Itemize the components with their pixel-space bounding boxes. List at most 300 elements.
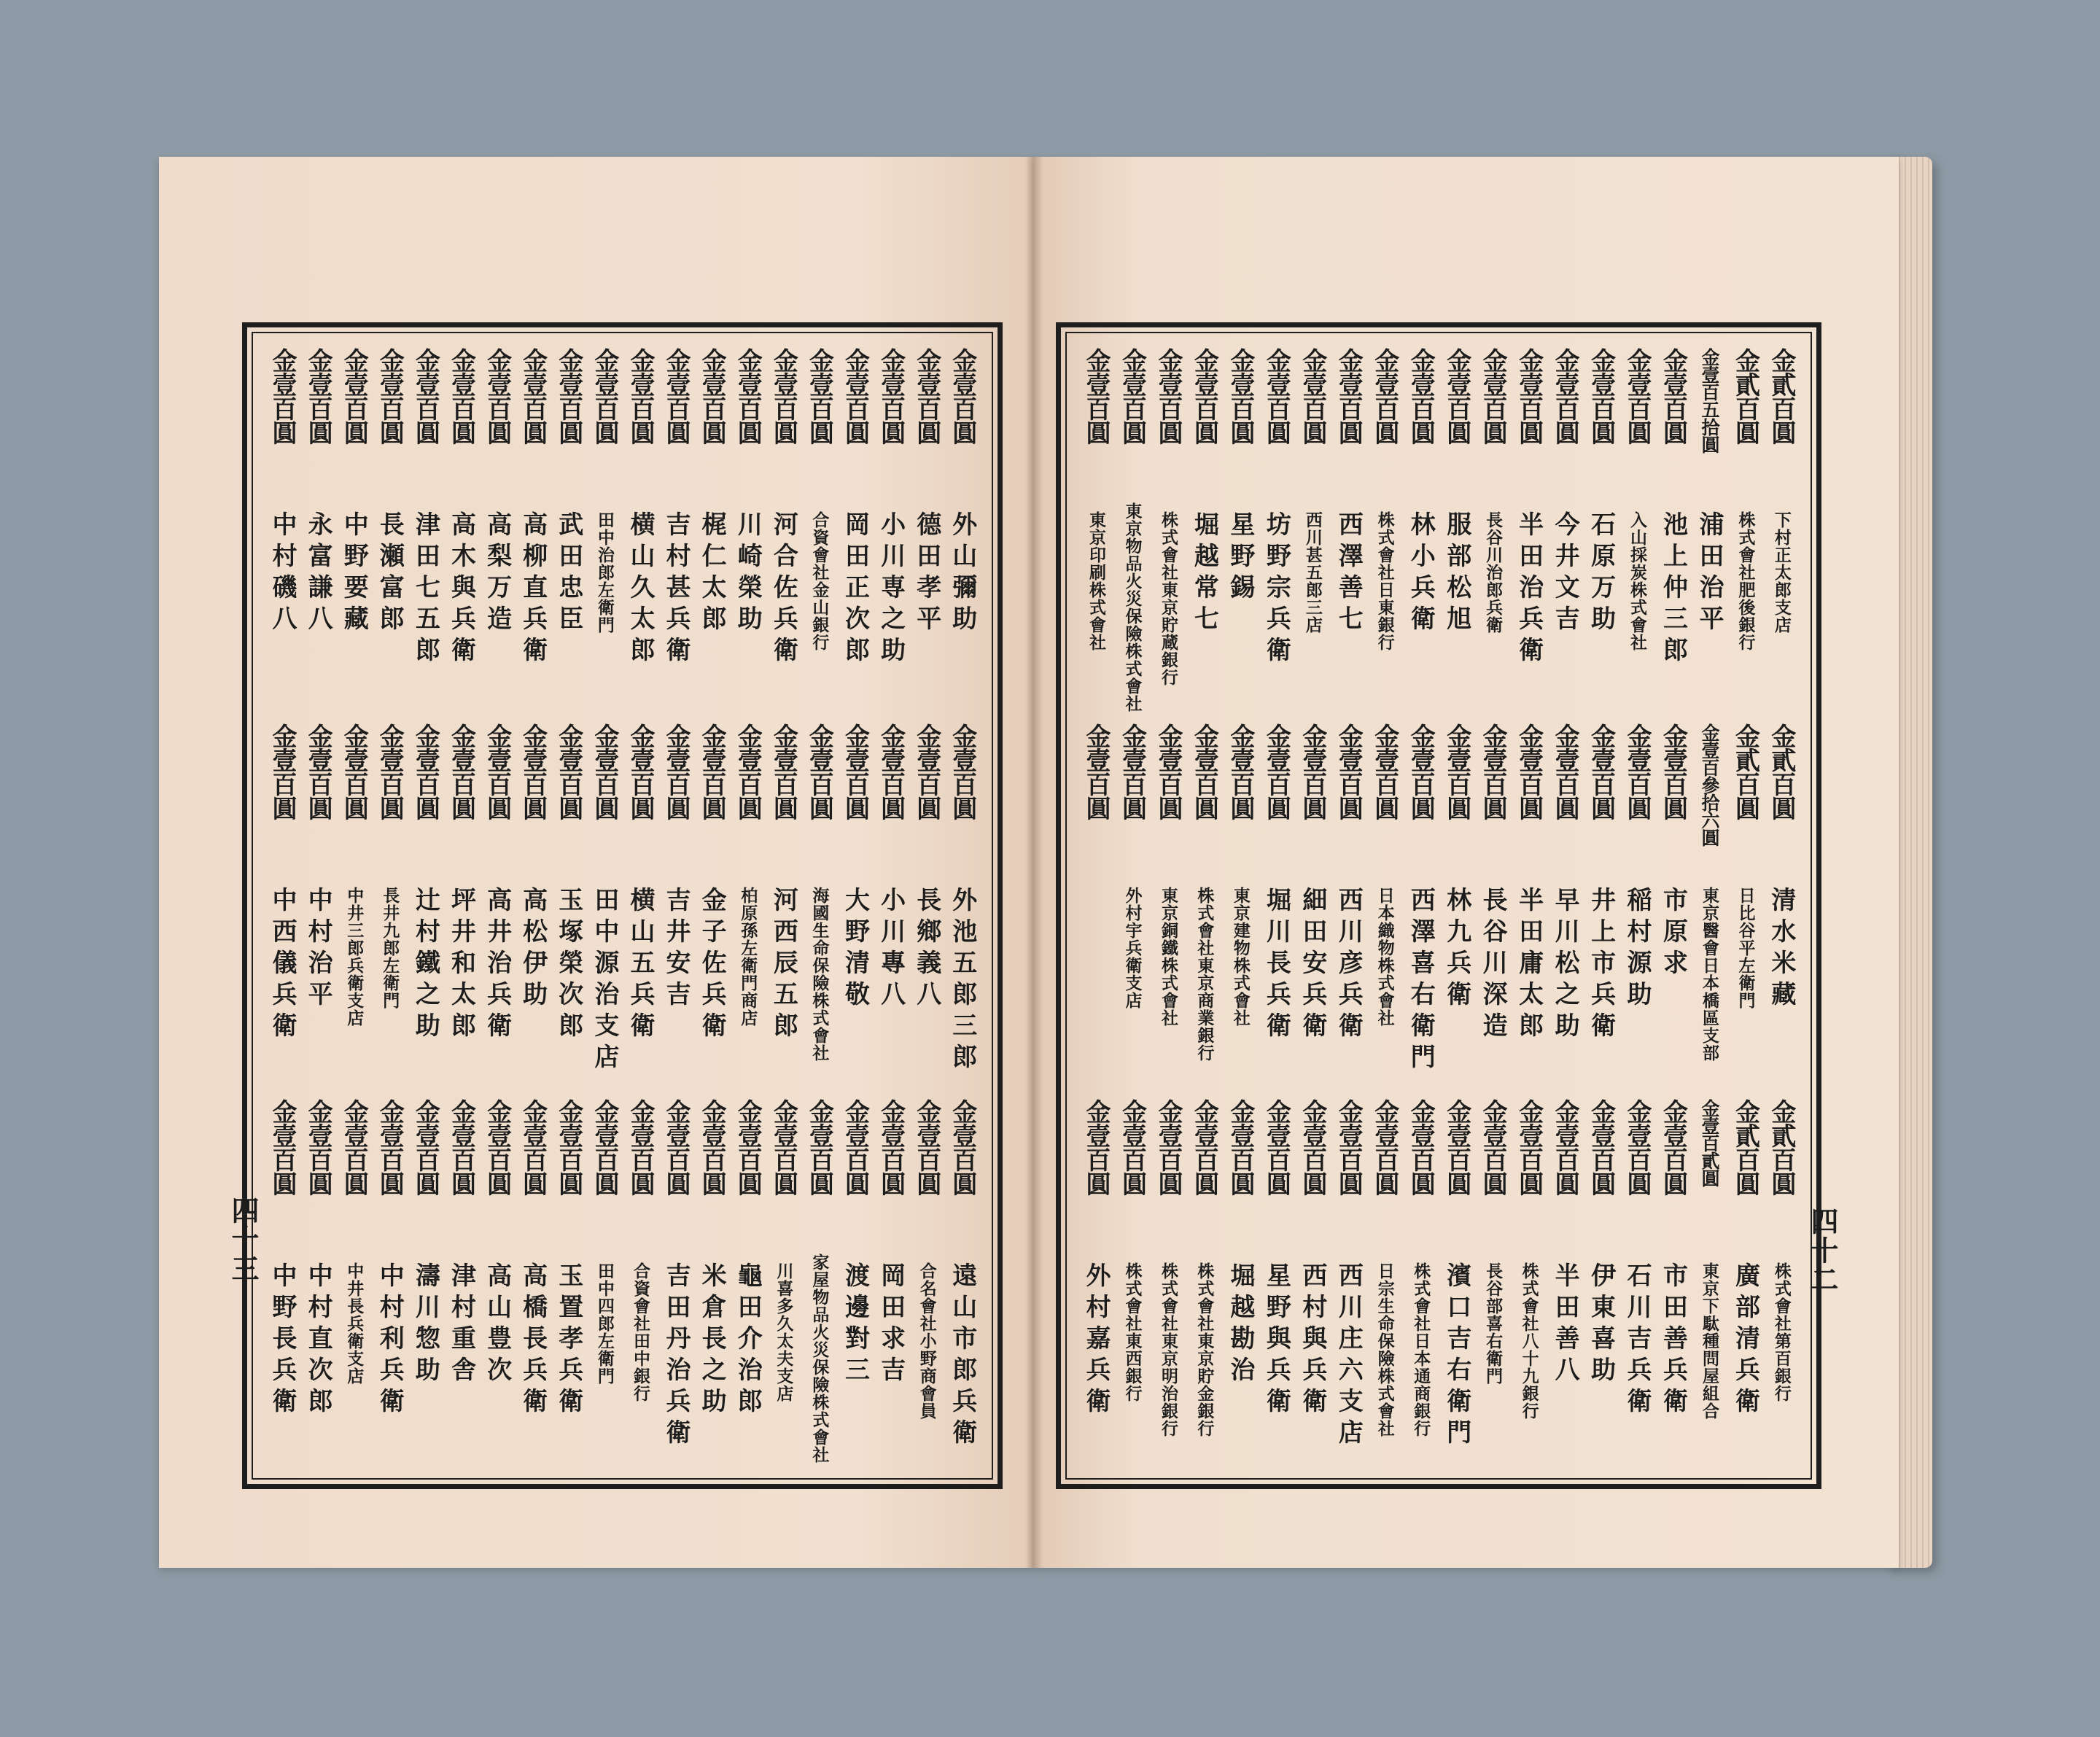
- donation-amount: 金壹百圓: [1586, 348, 1616, 444]
- entry-column: [588, 348, 621, 1464]
- donor-name: 岡田正次郎: [840, 511, 870, 668]
- left-page-frame: [242, 322, 1003, 1489]
- donor-name: 合資會社金山銀行: [809, 511, 830, 651]
- donation-amount: 金壹百圓: [303, 348, 333, 444]
- donation-entry: [803, 1099, 835, 1464]
- donation-entry: [1477, 723, 1509, 1088]
- donation-amount: 金壹百圓: [947, 1099, 977, 1195]
- donation-amount: 金壹百圓: [1550, 723, 1580, 820]
- donor-name: 東京醫會日本橋區支部: [1699, 887, 1719, 1062]
- donation-entry: [624, 723, 656, 1088]
- donor-name: 半田善八: [1550, 1262, 1580, 1388]
- donor-name: 半田庸太郎: [1514, 887, 1544, 1044]
- donation-amount: 金壹百圓: [1334, 723, 1364, 820]
- donor-name: 池上仲三郎: [1658, 511, 1688, 668]
- donor-name: 渡邊對三: [840, 1262, 870, 1388]
- donor-name: 濤川惣助: [411, 1262, 440, 1388]
- donation-amount: 金壹百圓: [482, 348, 512, 444]
- donor-name: 市原求: [1658, 887, 1688, 981]
- donation-amount: 金壹百圓: [733, 723, 763, 820]
- donation-entry: [553, 348, 585, 712]
- donation-entry: [338, 723, 370, 1088]
- donation-amount: 金壹百圓: [339, 348, 369, 444]
- donor-name: 東京印刷株式會社: [1086, 511, 1106, 651]
- donation-entry: [803, 723, 835, 1088]
- donation-entry: [1549, 348, 1581, 712]
- entry-column: [1116, 348, 1148, 1464]
- donation-amount: 金壹百圓: [1406, 348, 1436, 444]
- donation-amount: 金壹百圓: [1153, 348, 1183, 444]
- donation-amount: 金壹百圓: [1297, 348, 1327, 444]
- donor-name: 星野與兵衛: [1261, 1262, 1291, 1419]
- donation-amount: 金壹百圓: [661, 348, 691, 444]
- donor-name: 外山彌助: [947, 511, 977, 637]
- donation-amount: 金壹百圓: [339, 1099, 369, 1195]
- donation-entry: [409, 723, 441, 1088]
- entry-column: [1296, 348, 1329, 1464]
- donor-name: 外池五郎三郎: [947, 887, 977, 1075]
- entry-column: [875, 348, 907, 1464]
- donation-entry: [445, 723, 477, 1088]
- donation-amount: 金壹百圓: [1081, 723, 1111, 820]
- donation-entry: [1188, 723, 1220, 1088]
- donation-entry: [731, 1099, 763, 1464]
- donation-amount: 金壹百圓: [1297, 723, 1327, 820]
- donor-name: 星野錫: [1225, 511, 1255, 605]
- donation-entry: [875, 348, 907, 712]
- donation-amount: 金壹百圓: [1550, 1099, 1580, 1195]
- donation-entry: [875, 723, 907, 1088]
- donation-entry: [1224, 1099, 1256, 1464]
- donation-entry: [302, 348, 334, 712]
- donation-entry: [1657, 723, 1689, 1088]
- donation-entry: [1296, 723, 1329, 1088]
- donation-entry: [409, 348, 441, 712]
- donation-entry: [875, 1099, 907, 1464]
- entry-column: [1260, 348, 1292, 1464]
- donation-amount: 金壹百圓: [446, 348, 476, 444]
- donation-entry: [1657, 348, 1689, 712]
- donor-name: 柏原孫左衛門商店: [738, 887, 758, 1027]
- donation-amount: 金壹百圓: [411, 348, 440, 444]
- donation-amount: 金壹百圓: [1478, 723, 1508, 820]
- donor-name: 細田安兵衛: [1297, 887, 1327, 1044]
- entry-column: [767, 348, 799, 1464]
- donor-name: 長鄉義八: [911, 887, 941, 1012]
- donation-amount: 金壹百圓: [1514, 723, 1544, 820]
- donor-name: 西澤喜右衛門: [1406, 887, 1436, 1075]
- donor-name: 高木與兵衛: [446, 511, 476, 668]
- entry-column: [266, 348, 298, 1464]
- donation-entry: [1080, 723, 1112, 1088]
- donation-amount: 金壹百圓: [268, 723, 297, 820]
- donor-name: 堀川長兵衛: [1261, 887, 1291, 1044]
- donor-name: 濱口吉右衛門: [1442, 1262, 1471, 1450]
- donation-amount: 金壹百圓: [625, 348, 655, 444]
- donor-name: 株式會社肥後銀行: [1735, 511, 1756, 651]
- donation-entry: [1188, 348, 1220, 712]
- donation-amount: 金壹百圓: [1225, 723, 1255, 820]
- donation-entry: [409, 1099, 441, 1464]
- donation-amount: 金壹百圓: [375, 723, 405, 820]
- donation-amount: 金壹百圓: [876, 1099, 906, 1195]
- donation-entry: [767, 1099, 799, 1464]
- donation-amount: 金壹百圓: [375, 1099, 405, 1195]
- book-gutter: [1025, 157, 1043, 1568]
- donation-amount: 金壹百圓: [1334, 1099, 1364, 1195]
- donor-name: 梶仁太郎: [697, 511, 727, 637]
- right-page-number: 四十二: [1806, 1207, 1839, 1294]
- donation-entry: [338, 1099, 370, 1464]
- donor-name: 田中源治支店: [589, 887, 619, 1075]
- donor-name: 西澤善七: [1334, 511, 1364, 637]
- donor-name: 辻村鐵之助: [411, 887, 440, 1044]
- entry-column: [481, 348, 513, 1464]
- donor-name: 東京銅鐵株式會社: [1158, 887, 1178, 1027]
- donor-name: 小川専之助: [876, 511, 906, 668]
- donation-amount: 金壹百五拾圓: [1698, 348, 1720, 453]
- donor-name: 家屋物品火災保險株式會社: [809, 1254, 830, 1464]
- entry-column: [696, 348, 728, 1464]
- donation-amount: 金壹百圓: [268, 348, 297, 444]
- entry-column: [624, 348, 656, 1464]
- donation-amount: 金壹百圓: [1622, 348, 1652, 444]
- donation-amount: 金壹百圓: [804, 723, 834, 820]
- donation-entry: [839, 348, 871, 712]
- donation-entry: [767, 348, 799, 712]
- donation-entry: [1369, 348, 1401, 712]
- donor-name: 高山豊次: [482, 1262, 512, 1388]
- donation-entry: [1116, 723, 1148, 1088]
- donation-amount: 金壹百圓: [1369, 723, 1399, 820]
- donation-entry: [1513, 348, 1545, 712]
- donation-entry: [1260, 1099, 1292, 1464]
- donor-name: 中井長兵衛支店: [344, 1262, 365, 1385]
- donation-entry: [373, 723, 405, 1088]
- donor-name: 長井九郎左衛門: [380, 887, 400, 1009]
- donation-entry: [1080, 1099, 1112, 1464]
- donor-name: 稲村源助: [1622, 887, 1652, 1012]
- donation-amount: 金壹百圓: [1514, 1099, 1544, 1195]
- donation-amount: 金壹百圓: [625, 723, 655, 820]
- donor-name: 林小兵衛: [1406, 511, 1436, 637]
- donation-amount: 金壹百參拾六圓: [1698, 723, 1720, 846]
- donation-amount: 金壹百圓: [1442, 723, 1471, 820]
- donor-name: 株式會社東京貯金銀行: [1194, 1262, 1215, 1437]
- donation-amount: 金壹百圓: [553, 723, 583, 820]
- entry-column: [1729, 348, 1761, 1464]
- donor-name: 川喜多久太夫支店: [774, 1262, 794, 1402]
- right-donor-list: [1080, 348, 1797, 1464]
- donation-amount: 金貳百圓: [1766, 1099, 1796, 1195]
- donor-name: 日比谷平左衛門: [1735, 887, 1756, 1009]
- donor-name: 早川松之助: [1550, 887, 1580, 1044]
- donation-entry: [588, 723, 621, 1088]
- donation-entry: [731, 723, 763, 1088]
- donation-entry: [839, 1099, 871, 1464]
- donation-entry: [1549, 1099, 1581, 1464]
- donation-amount: 金壹百圓: [1442, 348, 1471, 444]
- donation-amount: 金壹百圓: [1261, 1099, 1291, 1195]
- donation-amount: 金壹百貳圓: [1698, 1099, 1720, 1186]
- donation-entry: [1116, 348, 1148, 712]
- donation-amount: 金壹百圓: [1117, 723, 1147, 820]
- donor-name: 東京建物株式會社: [1230, 887, 1251, 1027]
- donation-amount: 金貳百圓: [1730, 723, 1760, 820]
- donation-amount: 金壹百圓: [518, 1099, 548, 1195]
- entry-column: [946, 348, 979, 1464]
- donation-entry: [1585, 723, 1617, 1088]
- donation-entry: [266, 1099, 298, 1464]
- donation-entry: [1260, 348, 1292, 712]
- donation-amount: 金壹百圓: [1225, 1099, 1255, 1195]
- donor-name: 岡田求吉: [876, 1262, 906, 1388]
- donor-name: 横山久太郎: [625, 511, 655, 668]
- donor-name: 高井治兵衛: [482, 887, 512, 1044]
- entry-column: [1693, 348, 1725, 1464]
- donor-name: 高橋長兵衛: [518, 1262, 548, 1419]
- donation-amount: 金壹百圓: [840, 348, 870, 444]
- donation-amount: 金壹百圓: [1586, 1099, 1616, 1195]
- entry-column: [660, 348, 692, 1464]
- donor-name: 株式會社第百銀行: [1771, 1262, 1792, 1402]
- donation-amount: 金壹百圓: [876, 723, 906, 820]
- donation-amount: 金壹百圓: [1117, 1099, 1147, 1195]
- donation-entry: [1224, 723, 1256, 1088]
- donation-entry: [1621, 723, 1653, 1088]
- donor-name: 西川庄六支店: [1334, 1262, 1364, 1450]
- donation-entry: [1116, 1099, 1148, 1464]
- donor-name: 吉井安吉: [661, 887, 691, 1012]
- donor-name: 龜田介治郎: [733, 1262, 763, 1419]
- entry-column: [1080, 348, 1112, 1464]
- donor-name: 吉田丹治兵衛: [661, 1262, 691, 1450]
- left-page-number: 四十三: [227, 1196, 260, 1283]
- donation-amount: 金壹百圓: [1622, 1099, 1652, 1195]
- donation-amount: 金壹百圓: [1369, 1099, 1399, 1195]
- donation-amount: 金壹百圓: [1514, 348, 1544, 444]
- donor-name: 小川專八: [876, 887, 906, 1012]
- donation-entry: [553, 723, 585, 1088]
- donation-entry: [517, 1099, 549, 1464]
- donation-amount: 金壹百圓: [446, 723, 476, 820]
- donation-amount: 金壹百圓: [1406, 723, 1436, 820]
- donor-name: 津田七五郎: [411, 511, 440, 668]
- donation-amount: 金壹百圓: [1658, 348, 1688, 444]
- donor-name: 金子佐兵衛: [697, 887, 727, 1044]
- donation-amount: 金壹百圓: [411, 723, 440, 820]
- donor-name: 清水米藏: [1766, 887, 1796, 1012]
- donation-amount: 金壹百圓: [1081, 1099, 1111, 1195]
- donation-entry: [1188, 1099, 1220, 1464]
- donor-name: 石原万助: [1586, 511, 1616, 637]
- donation-entry: [803, 348, 835, 712]
- donation-amount: 金壹百圓: [733, 1099, 763, 1195]
- donor-name: 高柳直兵衛: [518, 511, 548, 668]
- entry-column: [1441, 348, 1473, 1464]
- donor-name: 今井文吉: [1550, 511, 1580, 637]
- donation-entry: [1152, 723, 1184, 1088]
- donation-amount: 金壹百圓: [589, 723, 619, 820]
- donation-amount: 金壹百圓: [482, 1099, 512, 1195]
- donation-entry: [911, 348, 943, 712]
- donor-name: 服部松旭: [1442, 511, 1471, 637]
- donation-entry: [1404, 348, 1436, 712]
- donation-amount: 金壹百圓: [1225, 348, 1255, 444]
- donation-entry: [1693, 1099, 1725, 1464]
- donation-amount: 金壹百圓: [1297, 1099, 1327, 1195]
- donation-amount: 金壹百圓: [804, 348, 834, 444]
- donation-amount: 金壹百圓: [1153, 1099, 1183, 1195]
- donor-name: 長谷川深造: [1478, 887, 1508, 1044]
- donation-entry: [1332, 1099, 1364, 1464]
- donation-amount: 金壹百圓: [947, 348, 977, 444]
- donation-entry: [1585, 1099, 1617, 1464]
- donation-amount: 金壹百圓: [1369, 348, 1399, 444]
- donation-entry: [1441, 723, 1473, 1088]
- donor-name: 東京物品火災保險株式會社: [1122, 502, 1143, 712]
- donation-entry: [660, 1099, 692, 1464]
- donation-entry: [946, 723, 979, 1088]
- donation-amount: 金壹百圓: [1658, 1099, 1688, 1195]
- donation-entry: [839, 723, 871, 1088]
- donation-entry: [731, 348, 763, 712]
- entry-column: [1585, 348, 1617, 1464]
- donor-name: 日本織物株式會社: [1374, 887, 1395, 1027]
- donation-amount: 金壹百圓: [697, 723, 727, 820]
- donation-amount: 金壹百圓: [1261, 723, 1291, 820]
- donation-amount: 金壹百圓: [482, 723, 512, 820]
- donor-name: 大野清敬: [840, 887, 870, 1012]
- donor-name: 坊野宗兵衛: [1261, 511, 1291, 668]
- donor-name: 廣部清兵衛: [1730, 1262, 1760, 1419]
- donation-entry: [1332, 348, 1364, 712]
- donation-entry: [1080, 348, 1112, 712]
- donor-name: 株式會社東京商業銀行: [1194, 887, 1215, 1062]
- donation-amount: 金壹百圓: [589, 348, 619, 444]
- donation-amount: 金壹百圓: [1478, 348, 1508, 444]
- donor-name: 堀越常七: [1189, 511, 1219, 637]
- donor-name: 河西辰五郎: [769, 887, 798, 1044]
- donation-amount: 金壹百圓: [303, 1099, 333, 1195]
- donation-amount: 金壹百圓: [303, 723, 333, 820]
- donation-amount: 金壹百圓: [1442, 1099, 1471, 1195]
- entry-column: [302, 348, 334, 1464]
- donor-name: 株式會社日本通商銀行: [1411, 1262, 1431, 1437]
- donor-name: 武田忠臣: [553, 511, 583, 637]
- entry-column: [1657, 348, 1689, 1464]
- donation-amount: 金壹百圓: [911, 348, 941, 444]
- donor-name: 川崎榮助: [733, 511, 763, 637]
- donor-name: 西川甚五郎三店: [1302, 511, 1323, 634]
- donor-name: 中野要藏: [339, 511, 369, 637]
- donation-amount: 金壹百圓: [947, 723, 977, 820]
- donor-name: 西川彦兵衛: [1334, 887, 1364, 1044]
- donation-entry: [624, 348, 656, 712]
- donation-entry: [1657, 1099, 1689, 1464]
- donation-amount: 金壹百圓: [769, 1099, 798, 1195]
- donation-amount: 金壹百圓: [697, 1099, 727, 1195]
- donation-amount: 金壹百圓: [518, 723, 548, 820]
- donor-name: 堀越勘治: [1225, 1262, 1255, 1388]
- donation-amount: 金壹百圓: [733, 348, 763, 444]
- donor-name: 株式會社東京貯蔵銀行: [1158, 511, 1178, 686]
- donation-amount: 金壹百圓: [1153, 723, 1183, 820]
- donor-name: 合名會社小野商會員: [917, 1262, 937, 1420]
- donor-name: 遠山市郎兵衛: [947, 1262, 977, 1450]
- donor-name: 石川吉兵衛: [1622, 1262, 1652, 1419]
- donation-amount: 金壹百圓: [911, 1099, 941, 1195]
- donation-entry: [266, 348, 298, 712]
- right-page-frame: [1056, 322, 1821, 1489]
- donation-entry: [1765, 348, 1797, 712]
- donation-entry: [1729, 1099, 1761, 1464]
- donation-entry: [445, 1099, 477, 1464]
- donation-amount: 金壹百圓: [697, 348, 727, 444]
- entry-column: [1404, 348, 1436, 1464]
- donation-entry: [517, 723, 549, 1088]
- donation-entry: [1765, 1099, 1797, 1464]
- donation-entry: [660, 723, 692, 1088]
- entry-column: [911, 348, 943, 1464]
- donor-name: 長瀬富郎: [375, 511, 405, 637]
- donor-name: 吉村甚兵衛: [661, 511, 691, 668]
- donor-name: 坪井和太郎: [446, 887, 476, 1044]
- donor-name: 半田治兵衛: [1514, 511, 1544, 668]
- entry-column: [553, 348, 585, 1464]
- donation-entry: [338, 348, 370, 712]
- donor-name: 高松伊助: [518, 887, 548, 1012]
- donation-amount: 金壹百圓: [661, 723, 691, 820]
- donation-amount: 金壹百圓: [339, 723, 369, 820]
- donation-entry: [767, 723, 799, 1088]
- donation-entry: [517, 348, 549, 712]
- donor-name: 伊東喜助: [1586, 1262, 1616, 1388]
- donation-amount: 金壹百圓: [589, 1099, 619, 1195]
- donation-amount: 金壹百圓: [1550, 348, 1580, 444]
- entry-column: [1513, 348, 1545, 1464]
- entry-column: [1765, 348, 1797, 1464]
- donor-name: 井上市兵衛: [1586, 887, 1616, 1044]
- donation-entry: [946, 348, 979, 712]
- donation-entry: [481, 723, 513, 1088]
- donation-entry: [660, 348, 692, 712]
- donation-entry: [696, 1099, 728, 1464]
- donation-amount: 金壹百圓: [769, 723, 798, 820]
- donor-name: 中村直次郎: [303, 1262, 333, 1419]
- donor-name: 入山採炭株式會社: [1628, 511, 1648, 651]
- donation-entry: [624, 1099, 656, 1464]
- donor-name: 横山五兵衛: [625, 887, 655, 1044]
- donation-amount: 金壹百圓: [625, 1099, 655, 1195]
- donation-entry: [911, 723, 943, 1088]
- donor-name: 河合佐兵衛: [769, 511, 798, 668]
- entry-column: [338, 348, 370, 1464]
- entry-column: [839, 348, 871, 1464]
- donation-amount: 金壹百圓: [518, 348, 548, 444]
- donation-entry: [373, 348, 405, 712]
- entry-column: [1224, 348, 1256, 1464]
- entry-column: [1621, 348, 1653, 1464]
- donation-amount: 金壹百圓: [840, 1099, 870, 1195]
- donor-name: 德田孝平: [911, 511, 941, 637]
- donation-amount: 金壹百圓: [769, 348, 798, 444]
- donation-entry: [1224, 348, 1256, 712]
- donor-name: 株式會社東西銀行: [1122, 1262, 1143, 1402]
- donation-entry: [696, 723, 728, 1088]
- donation-entry: [1729, 348, 1761, 712]
- entry-column: [409, 348, 441, 1464]
